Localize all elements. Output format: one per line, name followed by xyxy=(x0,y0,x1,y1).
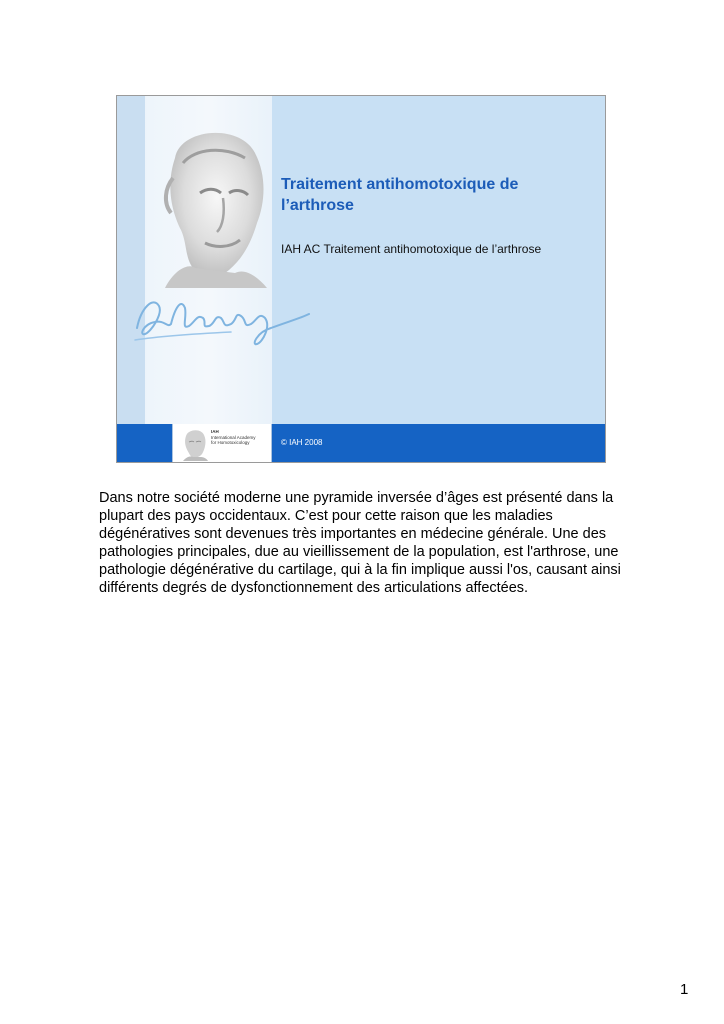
portrait-image xyxy=(145,118,280,288)
logo-abbr: IAH xyxy=(211,429,219,434)
slide-left-edge xyxy=(117,96,145,424)
iah-logo xyxy=(172,424,272,463)
slide-subtitle: IAH AC Traitement antihomotoxique de l’arthrose xyxy=(281,242,542,256)
presentation-slide xyxy=(116,95,606,463)
slide-title: Traitement antihomotoxique de l’arthrose xyxy=(281,176,519,214)
signature-image xyxy=(131,288,311,350)
notes-paragraph: Dans notre société moderne une pyramide inversée d’âges est présenté dans la plupart des pays occidentaux. C’est pour cette raison que les maladies dégénératives sont devenues très importantes en médecine générale. Une des pathologies principales, due au vieillissement de la population, est l'arthrose, une pathologie dégénérative du cartilage, qui à la fin implique aussi l'os, causant ainsi différents degrés de dysfonctionnement des articulations affectées. xyxy=(99,490,621,596)
logo-portrait-icon xyxy=(179,427,209,461)
page-number: 1 xyxy=(680,981,689,998)
logo-line2: for Homotoxicology xyxy=(211,440,250,445)
logo-text xyxy=(211,429,271,446)
logo-line1: International Academy xyxy=(211,434,256,440)
slide-copyright: © IAH 2008 xyxy=(281,438,323,447)
